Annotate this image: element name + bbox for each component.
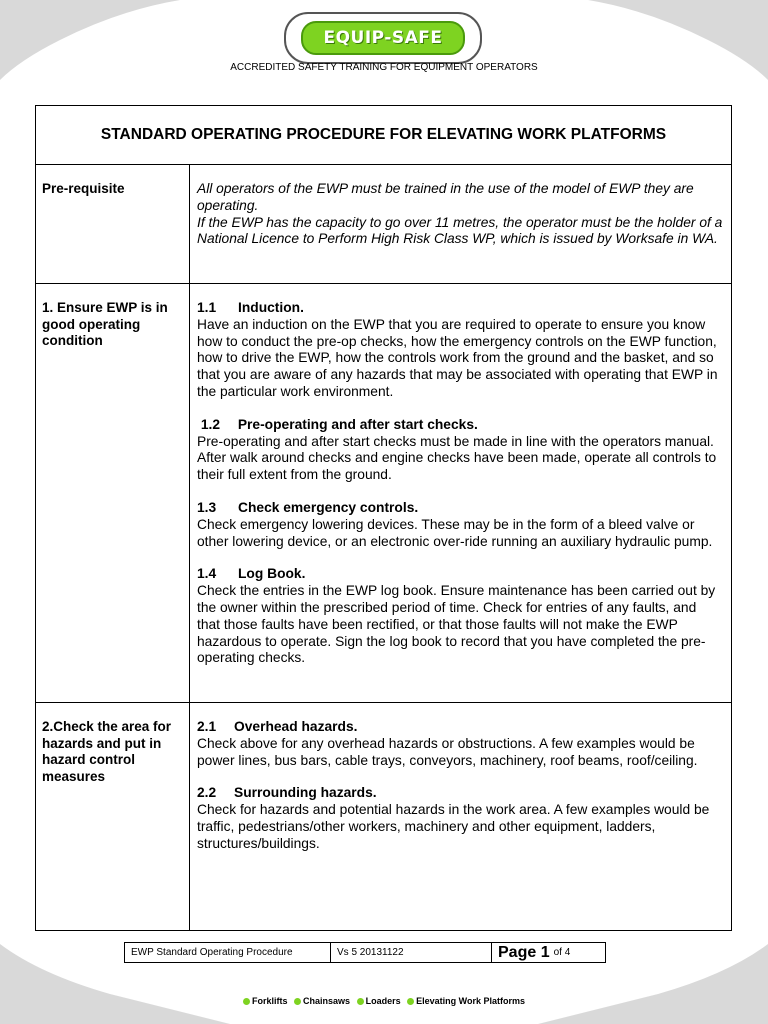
prerequisite-row [36,165,731,284]
prerequisite-content [190,165,731,283]
section-1-2 [197,417,723,484]
page-label: Page 1 [498,943,550,961]
section-title: Induction. [238,300,304,315]
section-body: Check for hazards and potential hazards in the work area. A few examples would be traffic, pedestrians/other workers, machinery and other equipment, ladders, structures/buildings. [197,802,710,851]
section-number: 1.4 [197,566,217,582]
step2-content [190,703,731,931]
bullet-dot-icon [357,998,364,1005]
section-body: Check above for any overhead hazards or obstructions. A few examples would be power lines, bus bars, cable trays, conveyors, machinery, roof beams, roof/ceiling. [197,735,698,768]
step1-label: 1. Ensure EWP is in good operating condition [36,284,190,702]
footer-version: Vs 5 20131122 [331,943,492,962]
section-title: Check emergency controls. [238,499,419,515]
step1-row [36,284,731,703]
sop-table [35,105,732,931]
course-link-chainsaws[interactable]: Chainsaws [294,996,350,1006]
section-number: 1.2 [200,416,221,432]
section-number: 1.3 [197,499,217,515]
company-logo [284,12,482,64]
tagline: ACCREDITED SAFETY TRAINING FOR EQUIPMENT OPERATORS [230,62,538,73]
section-2-1 [197,719,723,769]
section-1-4 [197,566,723,667]
course-link-ewp[interactable]: Elevating Work Platforms [407,996,525,1006]
page-title: STANDARD OPERATING PROCEDURE FOR ELEVATING WORK PLATFORMS [36,106,731,165]
page-of: of 4 [553,947,571,958]
prerequisite-label: Pre-requisite [36,165,190,283]
section-1-1 [197,300,723,401]
section-body: Check emergency lowering devices. These may be in the form of a bleed valve or other lowering device, or an electronic over-ride running an auxiliary hydraulic pump. [197,516,713,549]
section-1-3 [197,500,723,550]
page-footer [124,942,606,963]
bullet-dot-icon [407,998,414,1005]
section-number: 2.1 [197,719,217,734]
section-title: Overhead hazards. [234,719,358,734]
prerequisite-line-2: If the EWP has the capacity to go over 11 metres, the operator must be the holder of a National Licence to Perform High Risk Class WP, which is issued by Worksafe in WA. [197,214,723,247]
footer-page-number [492,943,605,962]
section-2-2 [197,785,723,852]
section-body: Check the entries in the EWP log book. Ensure maintenance has been carried out by the owner within the prescribed period of time. Check for entries of any faults, and that those faults have been rectified, or that those faults will not make the EWP hazardous to operate. Sign the log book to record that you have completed the pre-operating checks. [197,583,716,666]
step2-row [36,703,731,931]
step1-content [190,284,731,702]
section-number: 1.1 [197,300,217,315]
step2-label: 2.Check the area for hazards and put in hazard control measures [36,703,190,931]
bullet-dot-icon [243,998,250,1005]
section-title: Log Book. [238,566,306,582]
bullet-dot-icon [294,998,301,1005]
section-body: Have an induction on the EWP that you are required to operate to ensure you know how to conduct the pre-op checks, how the emergency controls on the EWP function, how to drive the EWP, how the controls work from the ground and the basket, and so that you are aware of any hazards that may be associated with operating that EWP in the particular work environment. [197,316,718,399]
section-title: Surrounding hazards. [234,785,377,801]
prerequisite-line-1: All operators of the EWP must be trained in the use of the model of EWP they are operating. [197,181,694,213]
course-link-loaders[interactable]: Loaders [357,996,401,1006]
section-title: Pre-operating and after start checks. [237,416,478,432]
course-link-forklifts[interactable]: Forklifts [243,996,288,1006]
course-links [0,996,768,1006]
footer-doc-name: EWP Standard Operating Procedure [125,943,331,962]
logo-text: EQUIP-SAFE [301,21,465,55]
section-body: Pre-operating and after start checks must be made in line with the operators manual. After walk around checks and engine checks have been made, operate all controls to their full extent from the ground. [197,433,717,483]
section-number: 2.2 [197,785,217,801]
